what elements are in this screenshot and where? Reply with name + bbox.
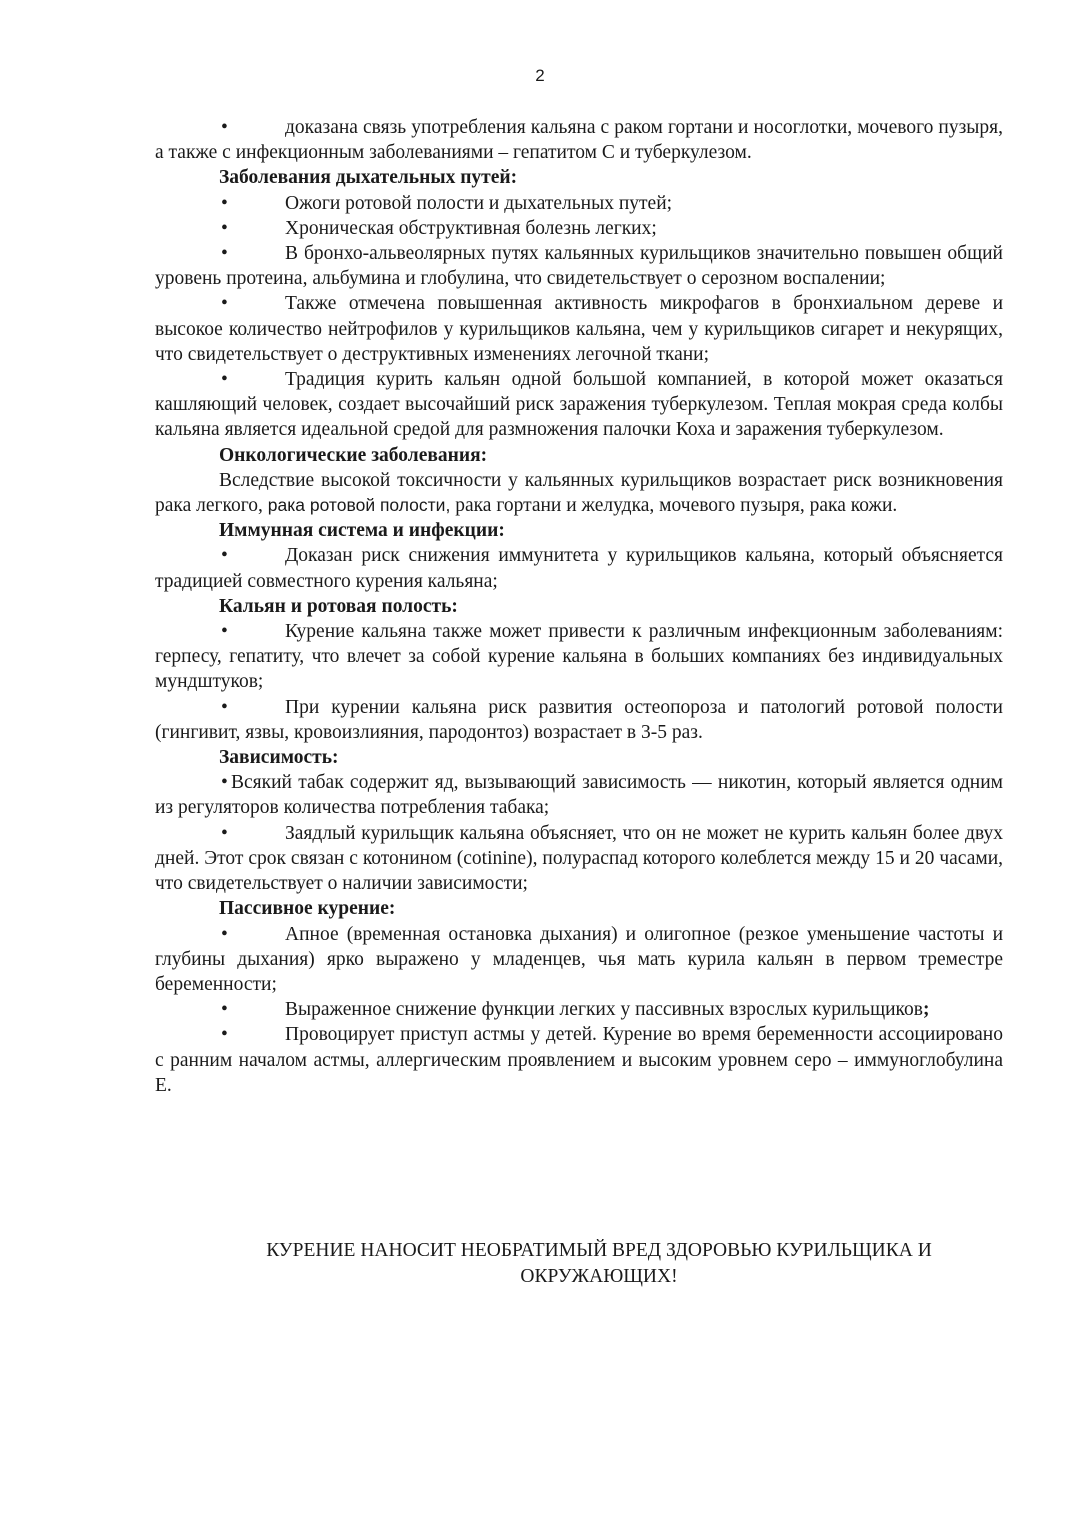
bullet-text: Также отмечена повышенная активность микрофагов в бронхиальном дереве и высокое количество нейтрофилов у курильщиков кальяна, чем у курильщиков сигарет и некурящих, что свидетельствует о деструктивных изменениях легочной ткани; [155, 293, 1003, 365]
bullet-dot-icon: • [221, 243, 228, 265]
bullet-text: Хроническая обструктивная болезнь легких; [285, 217, 657, 239]
bullet-text: Апное (временная остановка дыхания) и олигопное (резкое уменьшение частоты и глубины дыхания) ярко выражено у младенцев, чья мать курила кальян в первом треместре беременности; [155, 923, 1003, 995]
warning-banner-line-1: КУРЕНИЕ НАНОСИТ НЕОБРАТИМЫЙ ВРЕД ЗДОРОВЬЮ КУРИЛЬЩИКА И [266, 1240, 932, 1261]
bullet-text: При курении кальяна риск развития остеопороза и патологий ротовой полости (гингивит, язвы, кровоизлияния, пародонтоз) возрастает в 3-5 раз. [155, 696, 1003, 743]
bullet-text: Курение кальяна также может привести к различным инфекционным заболеваниям: герпесу, гепатиту, что влечет за собой курение кальяна в больших компаниях без индивидуальных мундштуков; [155, 621, 1003, 693]
bullet-dot-icon: • [221, 923, 228, 945]
bullet-text: Всякий табак содержит яд, вызывающий зависимость — никотин, который является одним из регуляторов количества потребления табака; [155, 772, 1003, 819]
bullet-dot-icon: • [221, 117, 228, 138]
bullet-dot-icon: • [221, 192, 228, 214]
bullet-item [155, 922, 1003, 998]
paragraph-text-sans: рака ротовой полости, [267, 495, 451, 516]
bullet-dot-icon: • [221, 217, 228, 239]
bullet-text: Заядлый курильщик кальяна объясняет, что он не может не курить кальян более двух дней. Этот срок связан с котонином (cotinine), полураспад которого колеблется между 15 и 20 часами, что свидетельствует о наличии зависимости; [155, 822, 1003, 895]
section-heading: Заболевания дыхательных путей: [219, 167, 518, 189]
bullet-item [155, 543, 1003, 593]
bullet-text: Доказан риск снижения иммунитета у курильщиков кальяна, который объясняется традицией совместного курения кальяна; [155, 545, 1003, 592]
bullet-item [155, 241, 1003, 291]
bullet-item [155, 1022, 1003, 1098]
bullet-text: В бронхо-альвеолярных путях кальянных курильщиков значительно повышен общий уровень протеина, альбумина и глобулина, что свидетельствует о серозном воспалении; [155, 243, 1003, 290]
bullet-dot-icon: • [221, 772, 228, 794]
bullet-item [155, 367, 1003, 443]
bullet-item [155, 770, 1003, 820]
bullet-item [155, 191, 1003, 216]
section-heading: Иммунная система и инфекции: [219, 520, 505, 542]
bullet-dot-icon: • [221, 822, 228, 844]
document-body [155, 115, 1003, 1098]
paragraph-text: рака гортани и желудка, мочевого пузыря, рака кожи. [450, 495, 898, 517]
bullet-dot-icon: • [221, 293, 228, 315]
bullet-item [155, 695, 1003, 745]
bullet-dot-icon: • [221, 545, 228, 567]
bullet-dot-icon: • [221, 1024, 228, 1046]
bullet-item [155, 997, 1003, 1022]
bullet-dot-icon: • [221, 621, 228, 643]
section-heading: Пассивное курение: [219, 898, 396, 920]
bullet-dot-icon: • [221, 999, 228, 1021]
bullet-text: доказана связь употребления кальяна с раком гортани и носоглотки, мочевого пузыря, а также с инфекционным заболеваниями – гепатитом С и туберкулезом. [155, 117, 1003, 164]
bullet-item [155, 216, 1003, 241]
bullet-item [155, 291, 1003, 367]
bullet-text: Ожоги ротовой полости и дыхательных путей; [285, 192, 673, 214]
section-heading: Онкологические заболевания: [219, 444, 488, 466]
bullet-text: Провоцирует приступ астмы у детей. Курение во время беременности ассоциировано с ранним началом астмы, аллергическим проявлением и высоким уровнем серо – иммуноглобулина Е. [155, 1024, 1003, 1096]
warning-banner [155, 1238, 1003, 1290]
bullet-text: Выраженное снижение функции легких у пассивных взрослых курильщиков [285, 999, 923, 1021]
bullet-dot-icon: • [221, 696, 228, 718]
warning-banner-line-2: ОКРУЖАЮЩИХ! [520, 1266, 678, 1287]
bullet-item [155, 821, 1003, 897]
paragraph [155, 468, 1003, 518]
page-number: 2 [535, 66, 545, 85]
bullet-text-bold: ; [922, 999, 930, 1021]
bullet-dot-icon: • [221, 369, 228, 391]
bullet-item [155, 619, 1003, 695]
bullet-text: Традиция курить кальян одной большой компанией, в которой может оказаться кашляющий человек, создает высочайший риск заражения туберкулезом. Теплая мокрая среда колбы кальяна является идеальной средой для размножения палочки Коха и заражения туберкулезом. [155, 369, 1003, 441]
paragraph-text: Вследствие высокой токсичности у кальянных курильщиков возрастает риск возникновения рака легкого, [155, 469, 1003, 517]
bullet-item [155, 115, 1003, 165]
section-heading: Зависимость: [219, 747, 339, 769]
section-heading: Кальян и ротовая полость: [219, 595, 458, 617]
